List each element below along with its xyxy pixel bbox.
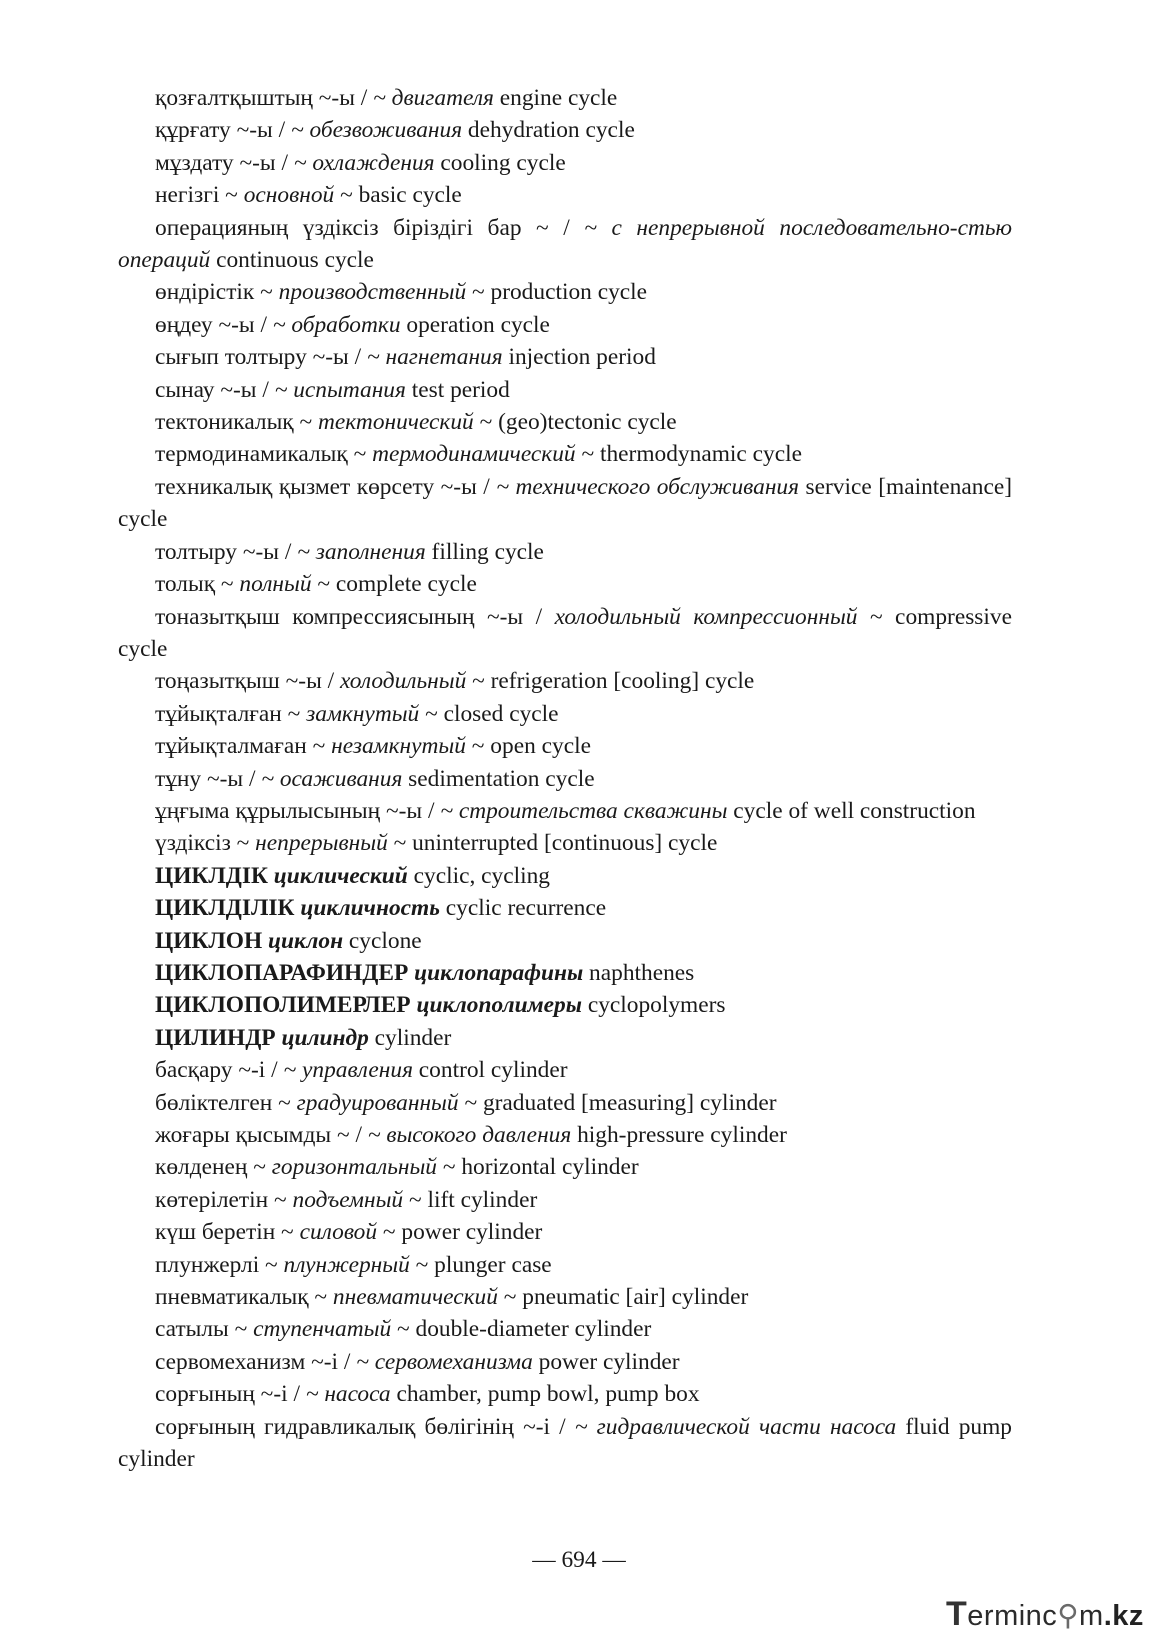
english-term: naphthenes [583,959,695,986]
kazakh-term: тұйықталмаған ~ [155,733,332,760]
english-term: cyclopolymers [581,992,726,1019]
russian-term: непрерывный [255,830,388,857]
russian-term: холодильный компрессионный [554,603,858,630]
cylinder-subentries [118,1054,1012,1475]
dictionary-entry [118,1184,1012,1216]
kazakh-term: тектоникалық ~ [155,409,319,436]
russian-term: плунжерный [283,1251,410,1278]
english-term: control cylinder [412,1057,568,1084]
dictionary-entry [118,438,1012,470]
russian-term: замкнутый [306,700,420,727]
dictionary-entry [118,309,1012,341]
kazakh-term: тұйықталған ~ [155,700,307,727]
dictionary-entry [118,1281,1012,1313]
dictionary-entry [118,147,1012,179]
kazakh-term: сорғының гидравликалық бөлігінің ~-і / [155,1413,575,1440]
dictionary-entry [118,536,1012,568]
dictionary-entry [118,730,1012,762]
russian-term: ~ с непрерывной последовательно-стью операций [118,214,1012,274]
kazakh-headword: ЦИКЛОН [155,927,263,954]
russian-term: подъемный [292,1186,404,1213]
kazakh-term: қозғалтқыштың ~-ы / [155,85,374,111]
english-term: fluid pump cylinder [118,1413,1012,1473]
russian-term: ~ осаживания [261,765,403,792]
russian-term: ~ обработки [272,311,401,338]
headword-entry [118,1022,1012,1054]
kazakh-term: сатылы ~ [155,1316,254,1343]
russian-term: ~ высокого давления [367,1122,572,1148]
kazakh-term: толық ~ [155,571,240,598]
english-term: cooling cycle [434,149,566,176]
russian-term: ~ насоса [305,1381,391,1408]
english-term: ~ (geo)tectonic cycle [473,409,677,436]
english-term: ~ closed cycle [419,700,559,727]
dictionary-entry [118,82,1012,114]
english-term: high-pressure cylinder [571,1122,787,1148]
russian-term: циклопарафины [414,959,584,986]
english-term: ~ graduated [measuring] cylinder [458,1089,777,1116]
kazakh-term: өндірістік ~ [155,279,279,306]
dictionary-entry [118,1249,1012,1281]
headword-entry [118,989,1012,1021]
english-term: sedimentation cycle [402,765,595,792]
english-term: ~ production cycle [466,279,648,306]
dictionary-entry [118,795,1012,827]
dictionary-entry [118,212,1012,277]
kazakh-term: негізгі ~ [155,182,244,209]
russian-term: незамкнутый [331,733,466,760]
english-term: ~ lift cylinder [403,1186,538,1213]
dictionary-entry [118,406,1012,438]
english-term: ~ open cycle [465,733,591,760]
english-term: chamber, pump bowl, pump box [390,1381,700,1408]
english-term: service [maintenance] cycle [118,473,1012,533]
dictionary-entry [118,471,1012,536]
headword-entry [118,892,1012,924]
russian-term: циклический [273,862,408,889]
russian-term: ~ нагнетания [366,344,503,371]
dictionary-entry [118,1087,1012,1119]
russian-term: ~ гидравлической части насоса [574,1413,897,1440]
dictionary-entry [118,341,1012,373]
english-term: ~ complete cycle [311,571,477,598]
kazakh-headword: ЦИКЛОПОЛИМЕРЛЕР [155,992,411,1019]
termincom-logo[interactable]: Terminc⚲m.kz [946,1595,1144,1633]
dictionary-entry [118,1119,1012,1151]
english-term: ~ basic cycle [334,182,462,209]
dictionary-entry [118,698,1012,730]
kazakh-term: пневматикалық ~ [155,1284,333,1311]
kazakh-term: тұну ~-ы / [155,765,262,792]
headword-entry [118,925,1012,957]
dictionary-page [118,82,1012,1475]
dictionary-entry [118,374,1012,406]
russian-term: ~ технического обслуживания [496,473,800,500]
english-term: cyclic, cycling [407,862,550,889]
russian-term: ~ двигателя [373,85,494,111]
russian-term: термодинамический [372,441,576,468]
kazakh-term: толтыру ~-ы / [155,538,298,565]
headword-entry [118,957,1012,989]
russian-term: циклон [268,927,344,954]
english-term: ~ horizontal cylinder [436,1154,639,1181]
dictionary-entry [118,1346,1012,1378]
kazakh-term: көтерілетін ~ [155,1186,293,1213]
english-term: ~ uninterrupted [continuous] cycle [387,830,718,857]
russian-term: ~ заполнения [297,538,426,565]
headword-entry [118,860,1012,892]
english-term: ~ refrigeration [cooling] cycle [466,668,755,695]
russian-term: ~ охлаждения [293,149,435,176]
kazakh-term: плунжерлі ~ [155,1251,284,1278]
kazakh-headword: ЦИКЛОПАРАФИНДЕР [155,959,409,986]
dictionary-entry [118,827,1012,859]
english-term: ~ pneumatic [air] cylinder [497,1284,749,1311]
english-term: operation cycle [400,311,550,338]
kazakh-headword: ЦИКЛДІК [155,862,268,889]
dictionary-entry [118,1313,1012,1345]
kazakh-term: үздіксіз ~ [155,830,256,857]
kazakh-term: бөліктелген ~ [155,1089,297,1116]
russian-term: основной [243,182,335,209]
russian-term: ~ испытания [274,376,406,403]
kazakh-term: күш беретін ~ [155,1219,300,1246]
kazakh-term: сорғының ~-і / [155,1381,306,1408]
english-term: ~ double-diameter cylinder [391,1316,652,1343]
kazakh-headword: ЦИКЛДІЛІК [155,895,295,922]
english-term: power cylinder [532,1348,680,1375]
dictionary-entry [118,179,1012,211]
russian-term: ~ управления [283,1057,413,1084]
russian-term: холодильный [339,668,467,695]
kazakh-term: сынау ~-ы / [155,376,275,403]
english-term: ~ power cylinder [377,1219,543,1246]
russian-term: горизонтальный [271,1154,437,1181]
kazakh-headword: ЦИЛИНДР [155,1024,276,1051]
dictionary-entry [118,568,1012,600]
dictionary-entry [118,1054,1012,1086]
kazakh-term: операцияның үздіксіз біріздігі бар ~ / [155,214,585,241]
english-term: cyclic recurrence [439,895,607,922]
magnifier-icon: ⚲ [1057,1600,1080,1632]
russian-term: пневматический [332,1284,498,1311]
english-term: ~ thermodynamic cycle [575,441,802,468]
english-term: cylinder [368,1024,452,1051]
english-term: cyclone [343,927,422,954]
cycle-subentries [118,82,1012,860]
kazakh-term: тоңазытқыш ~-ы / [155,668,340,695]
kazakh-term: мұздату ~-ы / [155,149,294,176]
kazakh-term: өңдеу ~-ы / [155,311,273,338]
english-term: filling cycle [425,538,544,565]
dictionary-entry [118,763,1012,795]
dictionary-entry [118,601,1012,666]
russian-term: цикличность [300,895,440,922]
english-term: cycle of well construction [727,797,976,824]
russian-term: силовой [299,1219,378,1246]
russian-term: циклополимеры [416,992,582,1019]
kazakh-term: термодинамикалық ~ [155,441,373,468]
kazakh-term: құрғату ~-ы / [155,117,291,144]
russian-term: ступенчатый [253,1316,392,1343]
russian-term: ~ строительства скважины [440,797,728,824]
english-term: dehydration cycle [462,117,635,144]
page-number: — 694 — [532,1547,626,1573]
english-term: ~ compressive cycle [118,603,1012,662]
kazakh-term: тоназытқыш компрессиясының ~-ы / [155,603,555,630]
english-term: continuous cycle [210,247,374,274]
kazakh-term: сығып толтыру ~-ы / [155,344,367,371]
dictionary-entry [118,1411,1012,1476]
russian-term: ~ обезвоживания [290,117,463,144]
kazakh-term: сервомеханизм ~-і / [155,1348,357,1375]
dictionary-entry [118,276,1012,308]
kazakh-term: көлденең ~ [155,1154,272,1181]
english-term: test period [405,376,510,403]
english-term: injection period [502,344,656,371]
kazakh-term: басқару ~-і / [155,1057,284,1084]
english-term: engine cycle [493,85,618,111]
kazakh-term: техникалық қызмет көрсету ~-ы / [155,473,497,500]
russian-term: цилиндр [281,1024,369,1051]
russian-term: тектонический [318,409,474,436]
russian-term: полный [239,571,312,598]
dictionary-entry [118,665,1012,697]
english-term: ~ plunger case [409,1251,552,1278]
russian-term: градуированный [296,1089,459,1116]
dictionary-entry [118,1378,1012,1410]
russian-term: производственный [278,279,467,306]
russian-term: ~ сервомеханизма [356,1348,533,1375]
kazakh-term: ұңғыма құрылысының ~-ы / [155,797,441,824]
dictionary-entry [118,1151,1012,1183]
dictionary-entry [118,114,1012,146]
headword-entries [118,860,1012,1054]
kazakh-term: жоғары қысымды ~ / [155,1122,368,1148]
dictionary-entry [118,1216,1012,1248]
